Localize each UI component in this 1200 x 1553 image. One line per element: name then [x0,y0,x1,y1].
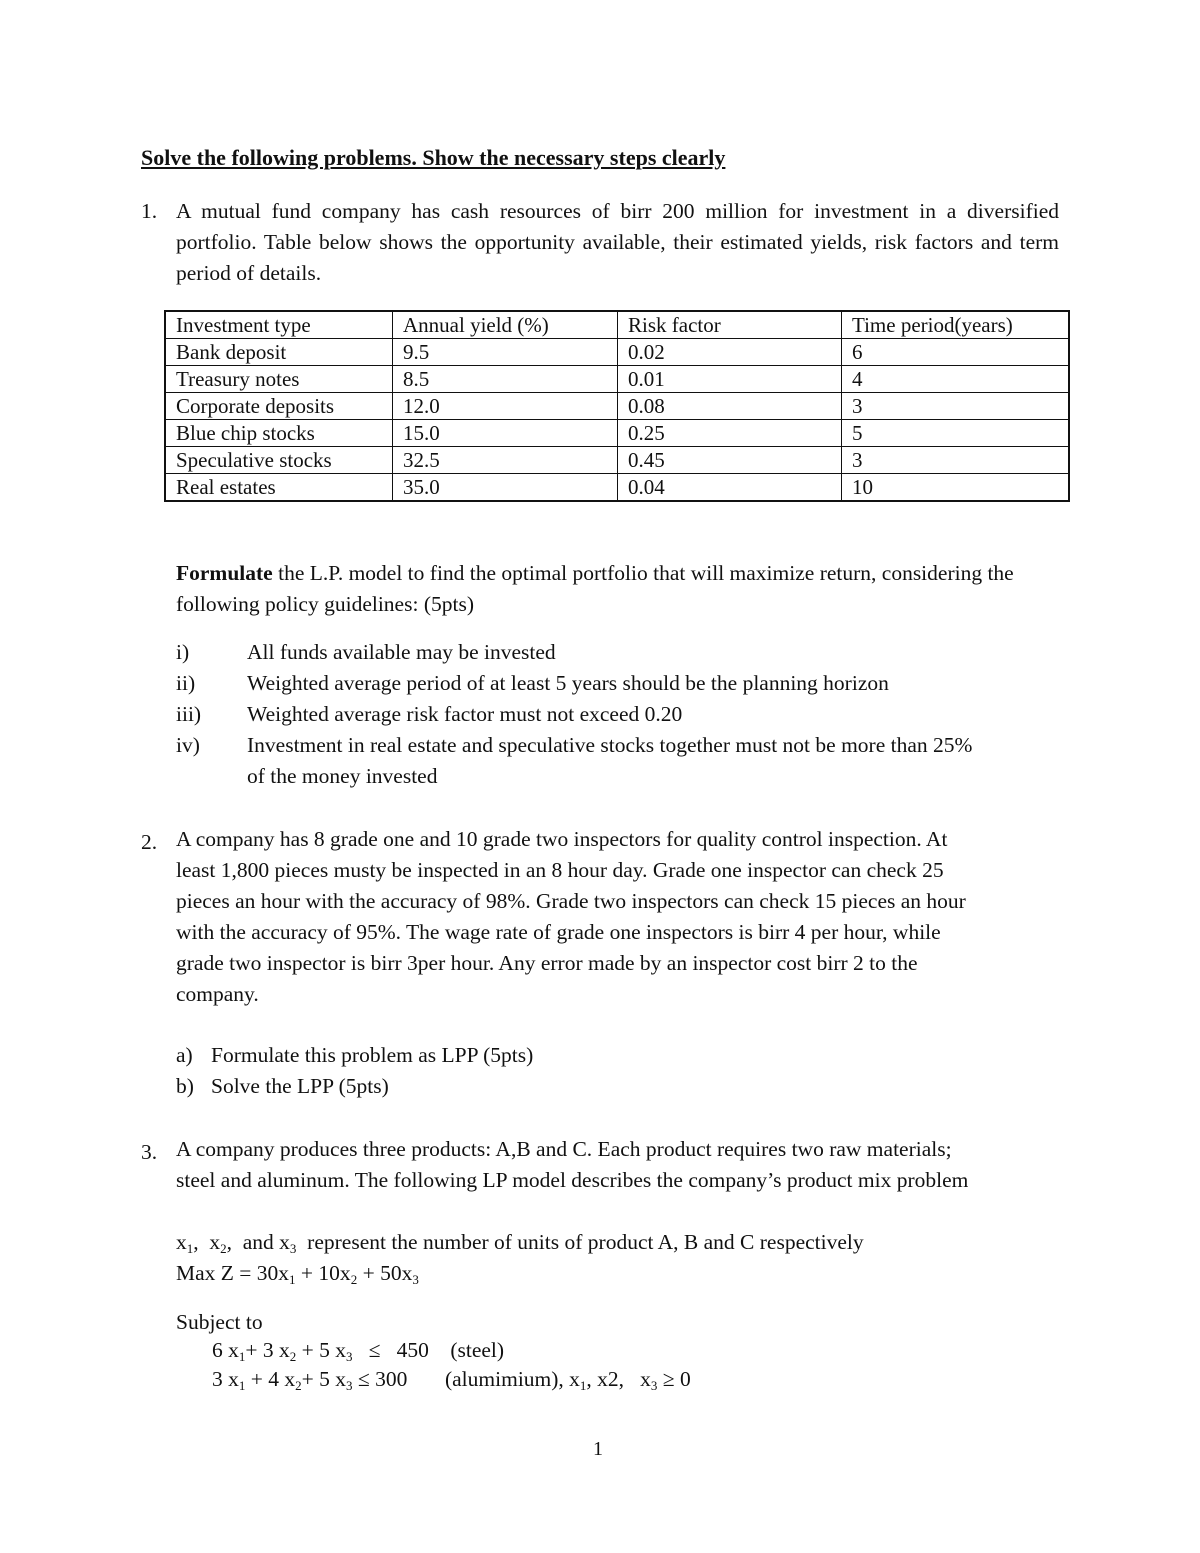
q2-text-line: with the accuracy of 95%. The wage rate of grade one inspectors is birr 4 per hour, while [176,920,941,944]
table-cell: 35.0 [393,474,618,502]
q2-number: 2. [141,830,158,854]
table-cell: 0.25 [618,420,842,447]
q3-number: 3. [141,1140,158,1164]
table-cell: 5 [842,420,1070,447]
q2-text-line: A company has 8 grade one and 10 grade two inspectors for quality control inspection. At [176,827,948,851]
q2-part-label: b) [176,1074,194,1098]
steel-rhs: 450 [396,1338,429,1362]
table-cell: 0.02 [618,339,842,366]
table-cell: 6 [842,339,1070,366]
q1-formulate-text [176,558,1059,620]
table-header-cell: Risk factor [618,311,842,339]
steel-label: (steel) [450,1338,505,1362]
table-header-cell: Time period(years) [842,311,1070,339]
table-row [165,447,1069,474]
table-row [165,420,1069,447]
guideline-label: ii) [176,671,196,695]
alum-label: (alumimium), [444,1367,564,1391]
q2-text-line: grade two inspector is birr 3per hour. Any error made by an inspector cost birr 2 to the [176,951,918,975]
q3-text-line: steel and aluminum. The following LP model describes the company’s product mix problem [176,1168,969,1192]
vars-text: represent the number of units of product A, B and C respectively [307,1230,864,1254]
page-number: 1 [593,1438,603,1460]
guideline-text: All funds available may be invested [247,640,556,664]
q2-text-line: pieces an hour with the accuracy of 98%. Grade two inspectors can check 15 pieces an hour [176,889,966,913]
formulate-bold: Formulate [176,561,273,585]
table-cell: 32.5 [393,447,618,474]
q3-subject-to: Subject to [176,1310,263,1334]
table-cell: 0.08 [618,393,842,420]
table-cell: 3 [842,447,1070,474]
table-cell: 4 [842,366,1070,393]
investment-table [164,310,1070,502]
table-cell: 10 [842,474,1070,502]
q2-part-text: Solve the LPP (5pts) [211,1074,389,1098]
q3-variables-line: $x_1$, $x_2$, and $x_3$ represent the number of units of product A, B and C respectively [176,1230,864,1256]
table-cell: 12.0 [393,393,618,420]
guideline-label: iii) [176,702,202,726]
q1-text: A mutual fund company has cash resources of birr 200 million for investment in a diversified portfolio. Table below shows the opportunity available, their estimated yields, risk factors and term period of details. [176,199,1059,285]
guideline-text: Investment in real estate and speculative stocks together must not be more than 25% [247,733,973,757]
q3-text-line: A company produces three products: A,B and C. Each product requires two raw materials; [176,1137,952,1161]
q2-text-line: least 1,800 pieces musty be inspected in an 8 hour day. Grade one inspector can check 25 [176,858,944,882]
table-cell: 15.0 [393,420,618,447]
guideline-label: i) [176,640,190,664]
guideline-text-continued: of the money invested [247,764,438,788]
guideline-text: Weighted average risk factor must not exceed 0.20 [247,702,683,726]
table-cell: 0.45 [618,447,842,474]
q3-aluminium-constraint: 3 $x_1 + 4$ $x_2+ 5$ $x_3 \le 300$ (alumimium), $x_1$, x2, $x_3 \ge 0$ [212,1367,691,1393]
table-cell: Real estates [165,474,393,502]
q1-number: 1. [141,199,158,223]
table-cell: Blue chip stocks [165,420,393,447]
table-cell: Corporate deposits [165,393,393,420]
table-header-cell: Annual yield (%) [393,311,618,339]
q3-objective: Max $Z = 30x_1 + 10x_2 + 50x_3$ [176,1261,419,1287]
table-row [165,393,1069,420]
objective-prefix: Max Z = 30x [176,1261,290,1285]
table-row [165,474,1069,502]
table-cell: Treasury notes [165,366,393,393]
q2-part-label: a) [176,1043,193,1067]
guideline-text: Weighted average period of at least 5 years should be the planning horizon [247,671,889,695]
table-cell: Speculative stocks [165,447,393,474]
q2-part-text: Formulate this problem as LPP (5pts) [211,1043,534,1067]
table-cell: 8.5 [393,366,618,393]
table-cell: 0.04 [618,474,842,502]
table-header-cell: Investment type [165,311,393,339]
table-cell: Bank deposit [165,339,393,366]
alum-rhs: 300 [375,1367,408,1391]
formulate-rest: the L.P. model to find the optimal portfolio that will maximize return, considering the following policy guidelines: (5pts) [176,561,1014,616]
guideline-label: iv) [176,733,200,757]
table-header-row [165,311,1069,339]
table-row [165,339,1069,366]
table-row [165,366,1069,393]
page-heading: Solve the following problems. Show the necessary steps clearly [141,145,726,170]
q2-text-line: company. [176,982,259,1006]
table-cell: 3 [842,393,1070,420]
q3-steel-constraint: 6 $x_1+ 3$ $x_2 + 5$ $x_3 \le 450$ (steel) [212,1338,505,1364]
table-cell: 0.01 [618,366,842,393]
table-cell: 9.5 [393,339,618,366]
